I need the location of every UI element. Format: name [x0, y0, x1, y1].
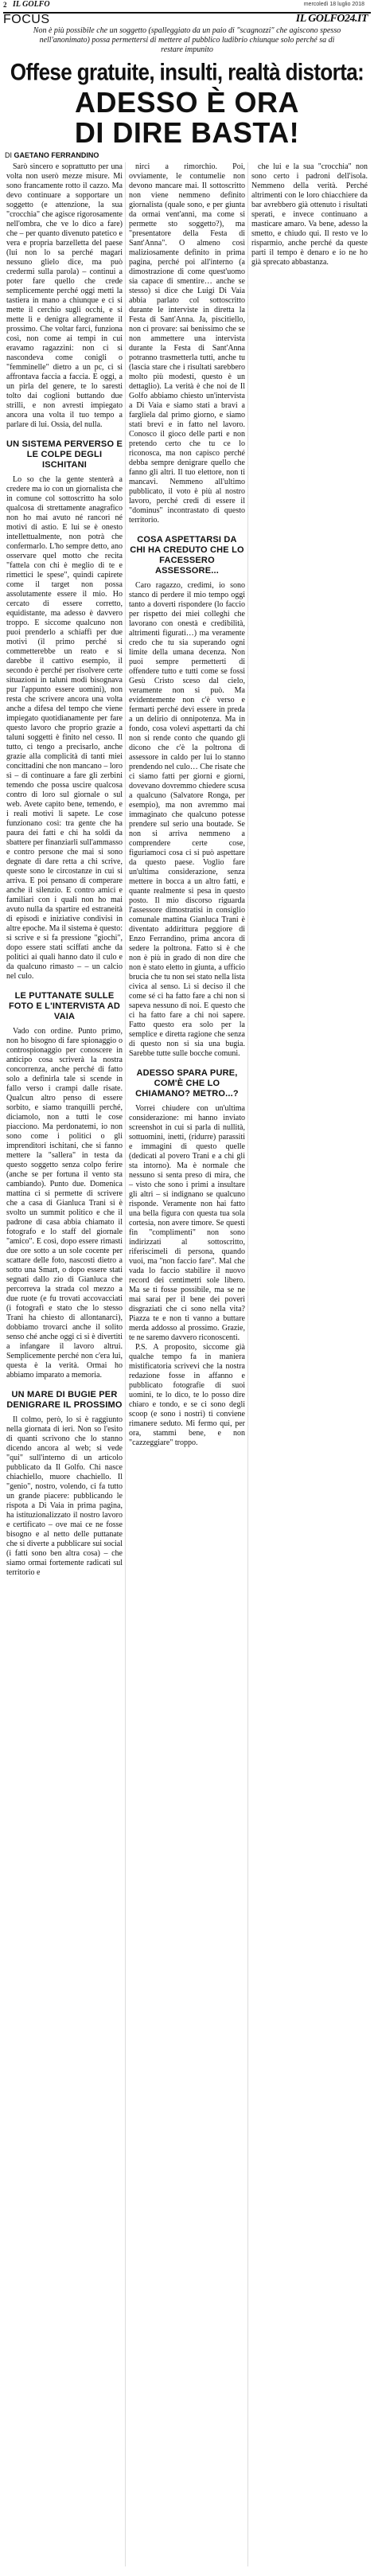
article-column-2	[129, 162, 245, 1448]
byline	[5, 151, 99, 159]
article-subheading: ADESSO SPARA PURE, COM'È CHE LO CHIAMANO? METRO...?	[135, 1068, 239, 1099]
headline-line-3: DI DIRE BASTA!	[74, 116, 300, 149]
byline-prefix: DI	[5, 151, 12, 159]
article-paragraph: Caro ragazzo, credimi, io sono stanco di perdere il mio tempo oggi tanto a doverti rispondere (lo faccio per rispetto dei miei colleghi che lavorano con onestà e credibilità, altrimenti figurati…) ma veramente credo che tu sia superando ogni limite della umana decenza. Non puoi sempre permetterti di offendere tutto e tutti come se fossi Gesù Cristo sceso dal cielo, veramente non si può. Ma evidentemente non c'è verso e fermarti perché devi essere in preda a un delirio di onnipotenza. Ma in fondo, cosa volevi aspettarti da chi non si rende conto che quando gli dicono che c'è la poltrona di assessore in caldo per lui lo stanno prendendo nel culo… Che risate che ci siamo fatti per giorni e giorni, dovevano dovremmo chiedere scusa a qualcuno (Salvatore Ronga, per esempio), ma non avremmo mai immaginato che qualcuno potesse prendere sul serio una boutade. Se non si arriva nemmeno a comprendere certe cose, figuriamoci cosa ci si può aspettare da questo paese. Voglio fare un'ultima considerazione, senza mettere in bocca a un altro fatti, e quante realmente si pesa in questo posto. Il mio discorso riguarda l'assessore dimostratisi in consiglio comunale mattina Gianluca Trani è diventato addirittura peggiore di Enzo Ferrandino, prima ancora di sedere la poltrona. Fatto si è che non è più in grado di non dire che non è stato eletto in giunta, a ufficio brucia che tu non sei stato nella lista civica al senso. Lì si deciso il che come sé ci ha fatto fare a chi non si sapeva nessuno di noi. E questo che ci ha fatto fare a chi noi sapere. Fatto questo era solo per la semplice e diretta ragione che senza di questo non si sia una bugia. Sarebbe tutte sulle bocche comuni.	[129, 581, 245, 1058]
page-number: 2	[3, 1, 7, 9]
article-column-1	[6, 162, 123, 1578]
article-paragraph: Il colmo, però, lo si è raggiunto nella giornata di ieri. Non so l'esito di quanti scrivono che lo stanno dicendo ancora al web; si vede "qui" sull'interno di un articolo pubblicato da Il Golfo. Chi nasce chiachiello, muore chachiello. Il "genio", nostro, volendo, ci fa tutto un grande piacere: pubblicando le rispota a Di Vaia in prima pagina, ha istituzionalizzato il nostro lavoro e certificato – ove mai ce ne fosse bisogno e al netto delle puttanate che si diverte a pubblicare sui social (i fatti sono ben altra cosa) – che siamo ormai fortemente radicati sul territorio e	[6, 1415, 123, 1577]
headline-main	[0, 88, 374, 148]
newspaper-logo: IL GOLFO24.IT	[295, 13, 368, 25]
article-paragraph: nirci a rimorchio. Poi, ovviamente, le contumelie non devono mancare mai. Il sottoscritto non viene nemmeno definito giornalista (quale sono, e per giunta da ormai vent'anni, ma come si permette sto soggetto?), ma "presentatore della Festa di Sant'Anna". O almeno così maliziosamente definito in prima pagina, perché poi all'interno (a dimostrazione di come quest'uomo sia capace di smentire… anche se stesso) si dice che Luigi Di Vaia abbia parlato col sottoscritto durante le interviste in diretta la Festa di Sant'Anna. Ja, piscitiello, non ci provare: sai benissimo che se non ammettere una intervista durante la Festa di Sant'Anna potranno trasmetterla tutti, anche tu (lascia stare che i risultati sarebbero molto più modesti, questo è un dettaglio). La verità è che noi de Il Golfo abbiamo chiesto un'intervista a Di Vaia e siamo stati a bravi a fargliela dal primo giorno, e siamo stati brevi e in fatto nel lavoro. Conosco il gioco delle parti e non pretendo certo che tu ce lo riconosca, ma non capisco perché debba sempre denigrare quello che fanno gli altri. Il tuo elettore, non ti mancavi. Nemmeno all'ultimo pubblicato, il voto è più al nostro lavoro, perché credi di essere il "dominus" incontrastato di questo territorio.	[129, 162, 245, 525]
byline-author: GAETANO FERRANDINO	[14, 151, 99, 159]
article-paragraph: che lui e la sua "crocchia" non sono certo i padroni dell'isola. Nemmeno della verità. Perché altrimenti con le loro chiacchiere da bar avrebbero già ottenuto i risultati sperati, e invece continuano a masticare amaro. Va bene, adesso la smetto, e chiudo qui. Il resto ve lo risparmio, anche perché da queste parti il tempo è denaro e io ne ho già sprecato abbastanza.	[251, 162, 368, 267]
article-subheading: LE PUTTANATE SULLE FOTO E L'INTERVISTA AD VAIA	[8, 991, 121, 1021]
masthead-small: IL GOLFO	[13, 0, 50, 9]
section-label: FOCUS	[3, 13, 50, 26]
article-subheading: UN MARE DI BUGIE PER DENIGRARE IL PROSSIMO	[6, 1390, 123, 1410]
article-subheading: UN SISTEMA PERVERSO E LE COLPE DEGLI ISCHITANI	[6, 439, 123, 470]
column-divider	[247, 162, 248, 2566]
article-paragraph: P.S. A proposito, siccome già qualche tempo fa in maniera mistificatoria scrivevi che la nostra redazione fosse in affanno e pubblicato fotografie di suoi uomini, te lo dico, te lo posso dire chiaro e tondo, e se ci sono degli scoop (e sono i nostri) ti conviene rimanere seduto. Mi fermo qui, per ora, stammi bene, e non "cazzeggiare" troppo.	[129, 1343, 245, 1447]
headline-line-1: Offese gratuite, insulti, realtà distorta:	[10, 57, 364, 86]
intro-text: Non è più possibile che un soggetto (spalleggiato da un paio di "scagnozzi" che agiscono spesso nell'anonimato) possa permettersi di mettere al pubblico ludibrio chiunque solo perché sa di restare impunito	[33, 26, 341, 54]
article-paragraph: Lo so che la gente stenterà a credere ma io con un giornalista che in comune col sottoscritto ha solo qualcosa di strettamente anagrafico non ho mai avuto né rancori né motivi di astio. E lui se è onesto intellettualmente, non potrà che confermarlo. L'ho sempre detto, ano osservare quel motto che recita "fattela con chi è meglio di te e rimettici le spese", quindi capirete come il target non possa assolutamente essere il mio. Ho cercato di essere corretto, equidistante, ma adesso è davvero troppo. E siccome qualcuno non puoi prenderlo a schiaffi per due motivi (il primo perché si commetterebbe un reato e si darebbe il cattivo esempio, il secondo è perché per risolvere certe situazioni in taluni modi bisognava pur l'appunto essere uomini), non resta che scrivere ancora una volta anche a difesa del tempo che viene impiegato quotidianamente per fare questo lavoro che proprio grazie a taluni soggetti è finito nel cesso. Il tutto, ci tengo a precisarlo, anche grazie alla complicità di tanti miei concittadini che non mancano – loro sì – di continuare a fare gli zerbini temendo che possa uscire qualcosa contro di loro sul giornale o sul web. Avete capito bene, temendo, e i reali motivi li sapete. Le cose funzionano così: tra gente che ha paura dei fatti e chi ha soldi da sbattere per finanziarli sull'ammasso e contro persone che mai si sono degnate di dare retta a chi scrive, queste sono le circostanze in cui si arriva. E poi pensano di comperare anche il silenzio. E contro amici e familiari con i quali non ho mai avuto nulla da spartire ed estraneità di episodi e iniziative condivisi in altre epoche. Ma il sistema è questo: si scrive e si fa pressione "giochi", dopo essere stati sciffati anche da politici ai quali hanno dato il culo e da qualcuno rimasto – – un calcio nel culo.	[6, 475, 123, 981]
column-divider	[125, 162, 126, 2566]
article-subheading: COSA ASPETTARSI DA CHI HA CREDUTO CHE LO FACESSERO ASSESSORE...	[130, 535, 244, 576]
article-paragraph: Vorrei chiudere con un'ultima considerazione: mi hanno inviato screenshot in cui si parla di nullità, sottuomini, inetti, (ridurre) parassiti e immagini di questo quelle (dedicati al povero Trani e a chi gli sta intorno). Ma è normale che nessuno si senta preso di mira, che – visto che sono i primi a insultare gli altri – si indignano se qualcuno risponde. Veramente non hai fatto una bella figura con questa tua sola cortesia, non avere timore. Se questi fin "complimenti" non sono indirizzati al sottoscritto, riferiscimeli di persona, quando vuoi, ma "non faccio fare". Mal che vada lo faccio stabilire il nuovo record dei centimetri sole libero. Ma se ti fosse possibile, ma se ne mai sarai per il bene dei poveri disgraziati che ci sono nella vita? Piazza te e non ti vanno a buttare merda addosso al prossimo. Grazie, te ne saremo davvero riconoscenti.	[129, 1104, 245, 1342]
headline-line-2: ADESSO È ORA	[74, 86, 300, 119]
article-paragraph: Vado con ordine. Punto primo, non ho bisogno di fare spionaggio o controspionaggio per conoscere in anticipo cosa scriverà la nostra concorrenza, anche perché di fatto solo a definirla tale si scende in fallo verso i crampi dalle risate. Qualcun altro penso di essere sorbito, e siamo tranquilli perché, diciamolo, non a tutti le cose piacciono. Ma perdonatemi, io non sono come i politici o gli imprenditori ischitani, che si fanno mettere la "sallera" in testa da questo soggetto senza colpo ferire (anche se per fortuna il vento sta cambiando). Punto due. Domenica mattina ci si permette di scrivere che a casa di Gianluca Trani si è svolto un summit politico e che il padrone di casa abbia chiamato il fotografo e lo staff del giornale "amico". E così, dopo essere rimasti due ore sotto a un sole cocente per scattare delle foto, nascosti dietro a sotto una Smart, o dopo essere stati segnati dallo zio di Gianluca che percorreva la strada col mezzo a due ruote (e fu trovati accovacciati (i fotografi e stato che lo stesso Trani ha chiesto di allontanarci), dobbiamo trovarci anche il solito senso ché anche oggi ci si è divertiti a infangare il lavoro altrui. Semplicemente perché non c'era lui, questa è la verità. Ormai ho abbiamo imparato a memoria.	[6, 1027, 123, 1380]
issue-date: mercoledì 18 luglio 2018	[303, 2, 364, 7]
article-paragraph: Sarò sincero e soprattutto per una volta non userò mezze misure. Mi sono francamente rotto il cazzo. Ma devo continuare a sopportare un soggetto (e attenzione, la sua "crocchia" che agisce rigorosamente nell'ombra, che ve lo dico a fare) che – per quanto divenuto patetico e vera e propria barzelletta del paese (lui non lo sa perché magari nessuno glielo dice, ma può credermi sulla parola) – continui a poter fare quello che crede semplicemente perché oggi metti la tastiera in mano a chiunque e ci si mette il cerchio sugli occhi, e si mette lì e denigra allegramente il prossimo. Che voltar farci, funziona così, non come ai tempi in cui eravamo ragazzini: non ci si nascondeva come conigli o "femminelle" dietro a un pc, ci si affrontava faccia a faccia. E oggi, a un pirla del genere, te lo saresti tolto dai coglioni buttando due strilli, e non avresti impiegato ancora una volta il tuo tempo a parlare di lui. Ossia, del nulla.	[6, 162, 123, 429]
article-column-3	[251, 162, 368, 267]
top-bar	[0, 0, 374, 10]
